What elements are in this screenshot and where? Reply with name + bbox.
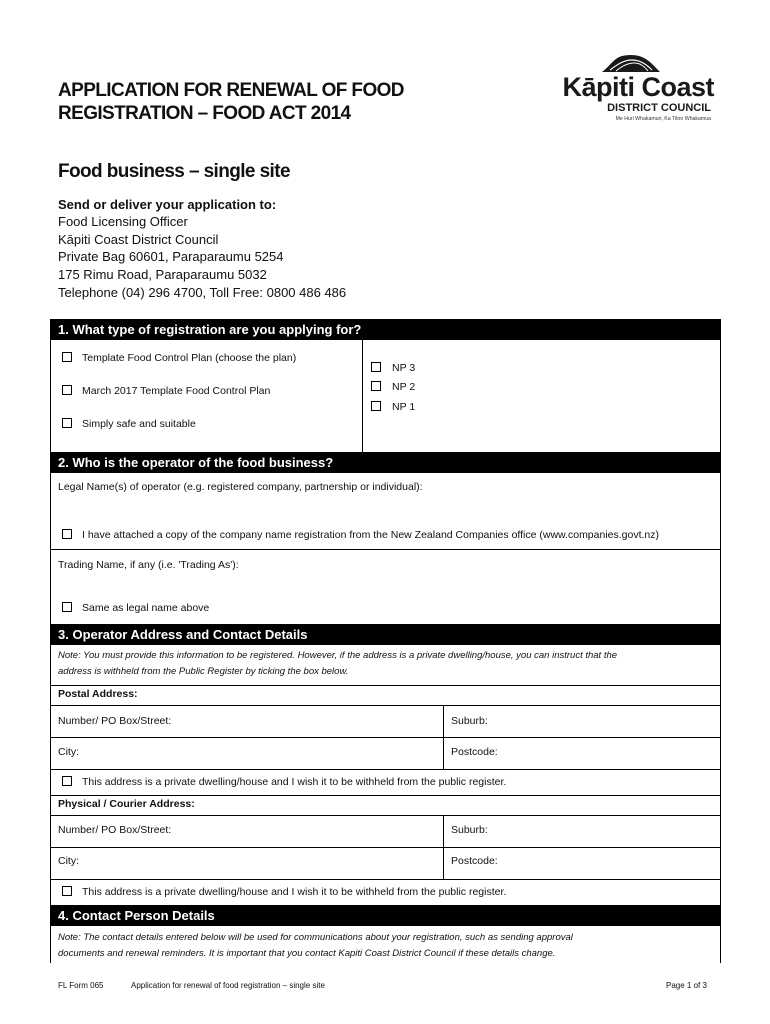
divider [51,879,720,880]
section-3-heading: 3. Operator Address and Contact Details [50,624,721,645]
np1-label: NP 1 [392,401,416,413]
same-as-legal-label: Same as legal name above [82,602,210,614]
registration-form [50,319,721,963]
physical-city-label: City: [58,855,79,867]
logo-island-icon [600,52,662,74]
section-2-heading: 2. Who is the operator of the food business? [50,452,721,473]
legal-name-label: Legal Name(s) of operator (e.g. registered company, partnership or individual): [58,481,423,493]
note-line: Note: You must provide this information to be registered. However, if the address is a private dwelling/house, you can instruct that the [58,650,618,661]
np1-checkbox[interactable] [371,401,381,411]
divider [51,847,720,848]
title-line-1: APPLICATION FOR RENEWAL OF FOOD [58,80,404,101]
council-logo [548,52,716,128]
note-line: Note: The contact details entered below will be used for communications about your registration, such as sending approval [58,932,573,943]
physical-postcode-label: Postcode: [451,855,498,867]
divider [51,815,720,816]
section-4-note [58,930,573,962]
postal-city-label: City: [58,746,79,758]
simply-safe-checkbox[interactable] [62,418,72,428]
template-fcp-label: Template Food Control Plan (choose the plan) [82,352,297,364]
section-1-heading: 1. What type of registration are you applying for? [50,319,721,340]
simply-safe-label: Simply safe and suitable [82,418,196,430]
divider [51,795,720,796]
divider [362,340,363,452]
np3-label: NP 3 [392,362,416,374]
divider [51,549,720,550]
np2-label: NP 2 [392,381,416,393]
section-3-note [58,648,617,680]
divider [51,685,720,686]
logo-subtitle: DISTRICT COUNCIL [607,102,711,114]
footer-page-number: Page 1 of 3 [666,981,707,990]
physical-withhold-label: This address is a private dwelling/house and I wish it to be withheld from the public register. [82,886,507,898]
company-attached-label: I have attached a copy of the company name registration from the New Zealand Companies office (www.companies.govt.nz) [82,529,660,541]
logo-name: Kāpiti Coast [562,72,714,102]
divider [51,705,720,706]
divider [51,769,720,770]
logo-tagline: Me Huri Whakamuri, Ka Titiro Whakamua [615,116,711,122]
address-line: Private Bag 60601, Paraparaumu 5254 [58,249,284,264]
footer-doc-title: Application for renewal of food registration – single site [131,981,325,990]
title-line-2: REGISTRATION – FOOD ACT 2014 [58,103,351,124]
march-2017-label: March 2017 Template Food Control Plan [82,385,271,397]
same-as-legal-checkbox[interactable] [62,602,72,612]
footer-form-number: FL Form 065 [58,981,104,990]
address-line: 175 Rimu Road, Paraparaumu 5032 [58,267,267,282]
np2-checkbox[interactable] [371,381,381,391]
send-heading: Send or deliver your application to: [58,197,277,212]
page-subtitle: Food business – single site [58,161,290,182]
company-attached-checkbox[interactable] [62,529,72,539]
physical-withhold-checkbox[interactable] [62,886,72,896]
physical-street-label: Number/ PO Box/Street: [58,824,172,836]
postal-address-label: Postal Address: [58,688,138,700]
trading-name-label: Trading Name, if any (i.e. 'Trading As'): [58,559,239,571]
march-2017-checkbox[interactable] [62,385,72,395]
divider [51,737,720,738]
note-line: documents and renewal reminders. It is important that you contact Kapiti Coast District Council if these details change. [58,948,556,959]
postal-suburb-label: Suburb: [451,715,488,727]
section-4-heading: 4. Contact Person Details [50,905,721,926]
note-line: address is withheld from the Public Register by ticking the box below. [58,666,349,677]
np3-checkbox[interactable] [371,362,381,372]
address-line: Telephone (04) 296 4700, Toll Free: 0800 486 486 [58,285,347,300]
postal-street-label: Number/ PO Box/Street: [58,715,172,727]
document-title [58,79,404,125]
postal-postcode-label: Postcode: [451,746,498,758]
postal-withhold-label: This address is a private dwelling/house and I wish it to be withheld from the public register. [82,776,507,788]
postal-withhold-checkbox[interactable] [62,776,72,786]
physical-address-label: Physical / Courier Address: [58,798,195,810]
template-fcp-checkbox[interactable] [62,352,72,362]
address-line: Food Licensing Officer [58,214,188,229]
address-line: Kāpiti Coast District Council [58,232,219,247]
physical-suburb-label: Suburb: [451,824,488,836]
